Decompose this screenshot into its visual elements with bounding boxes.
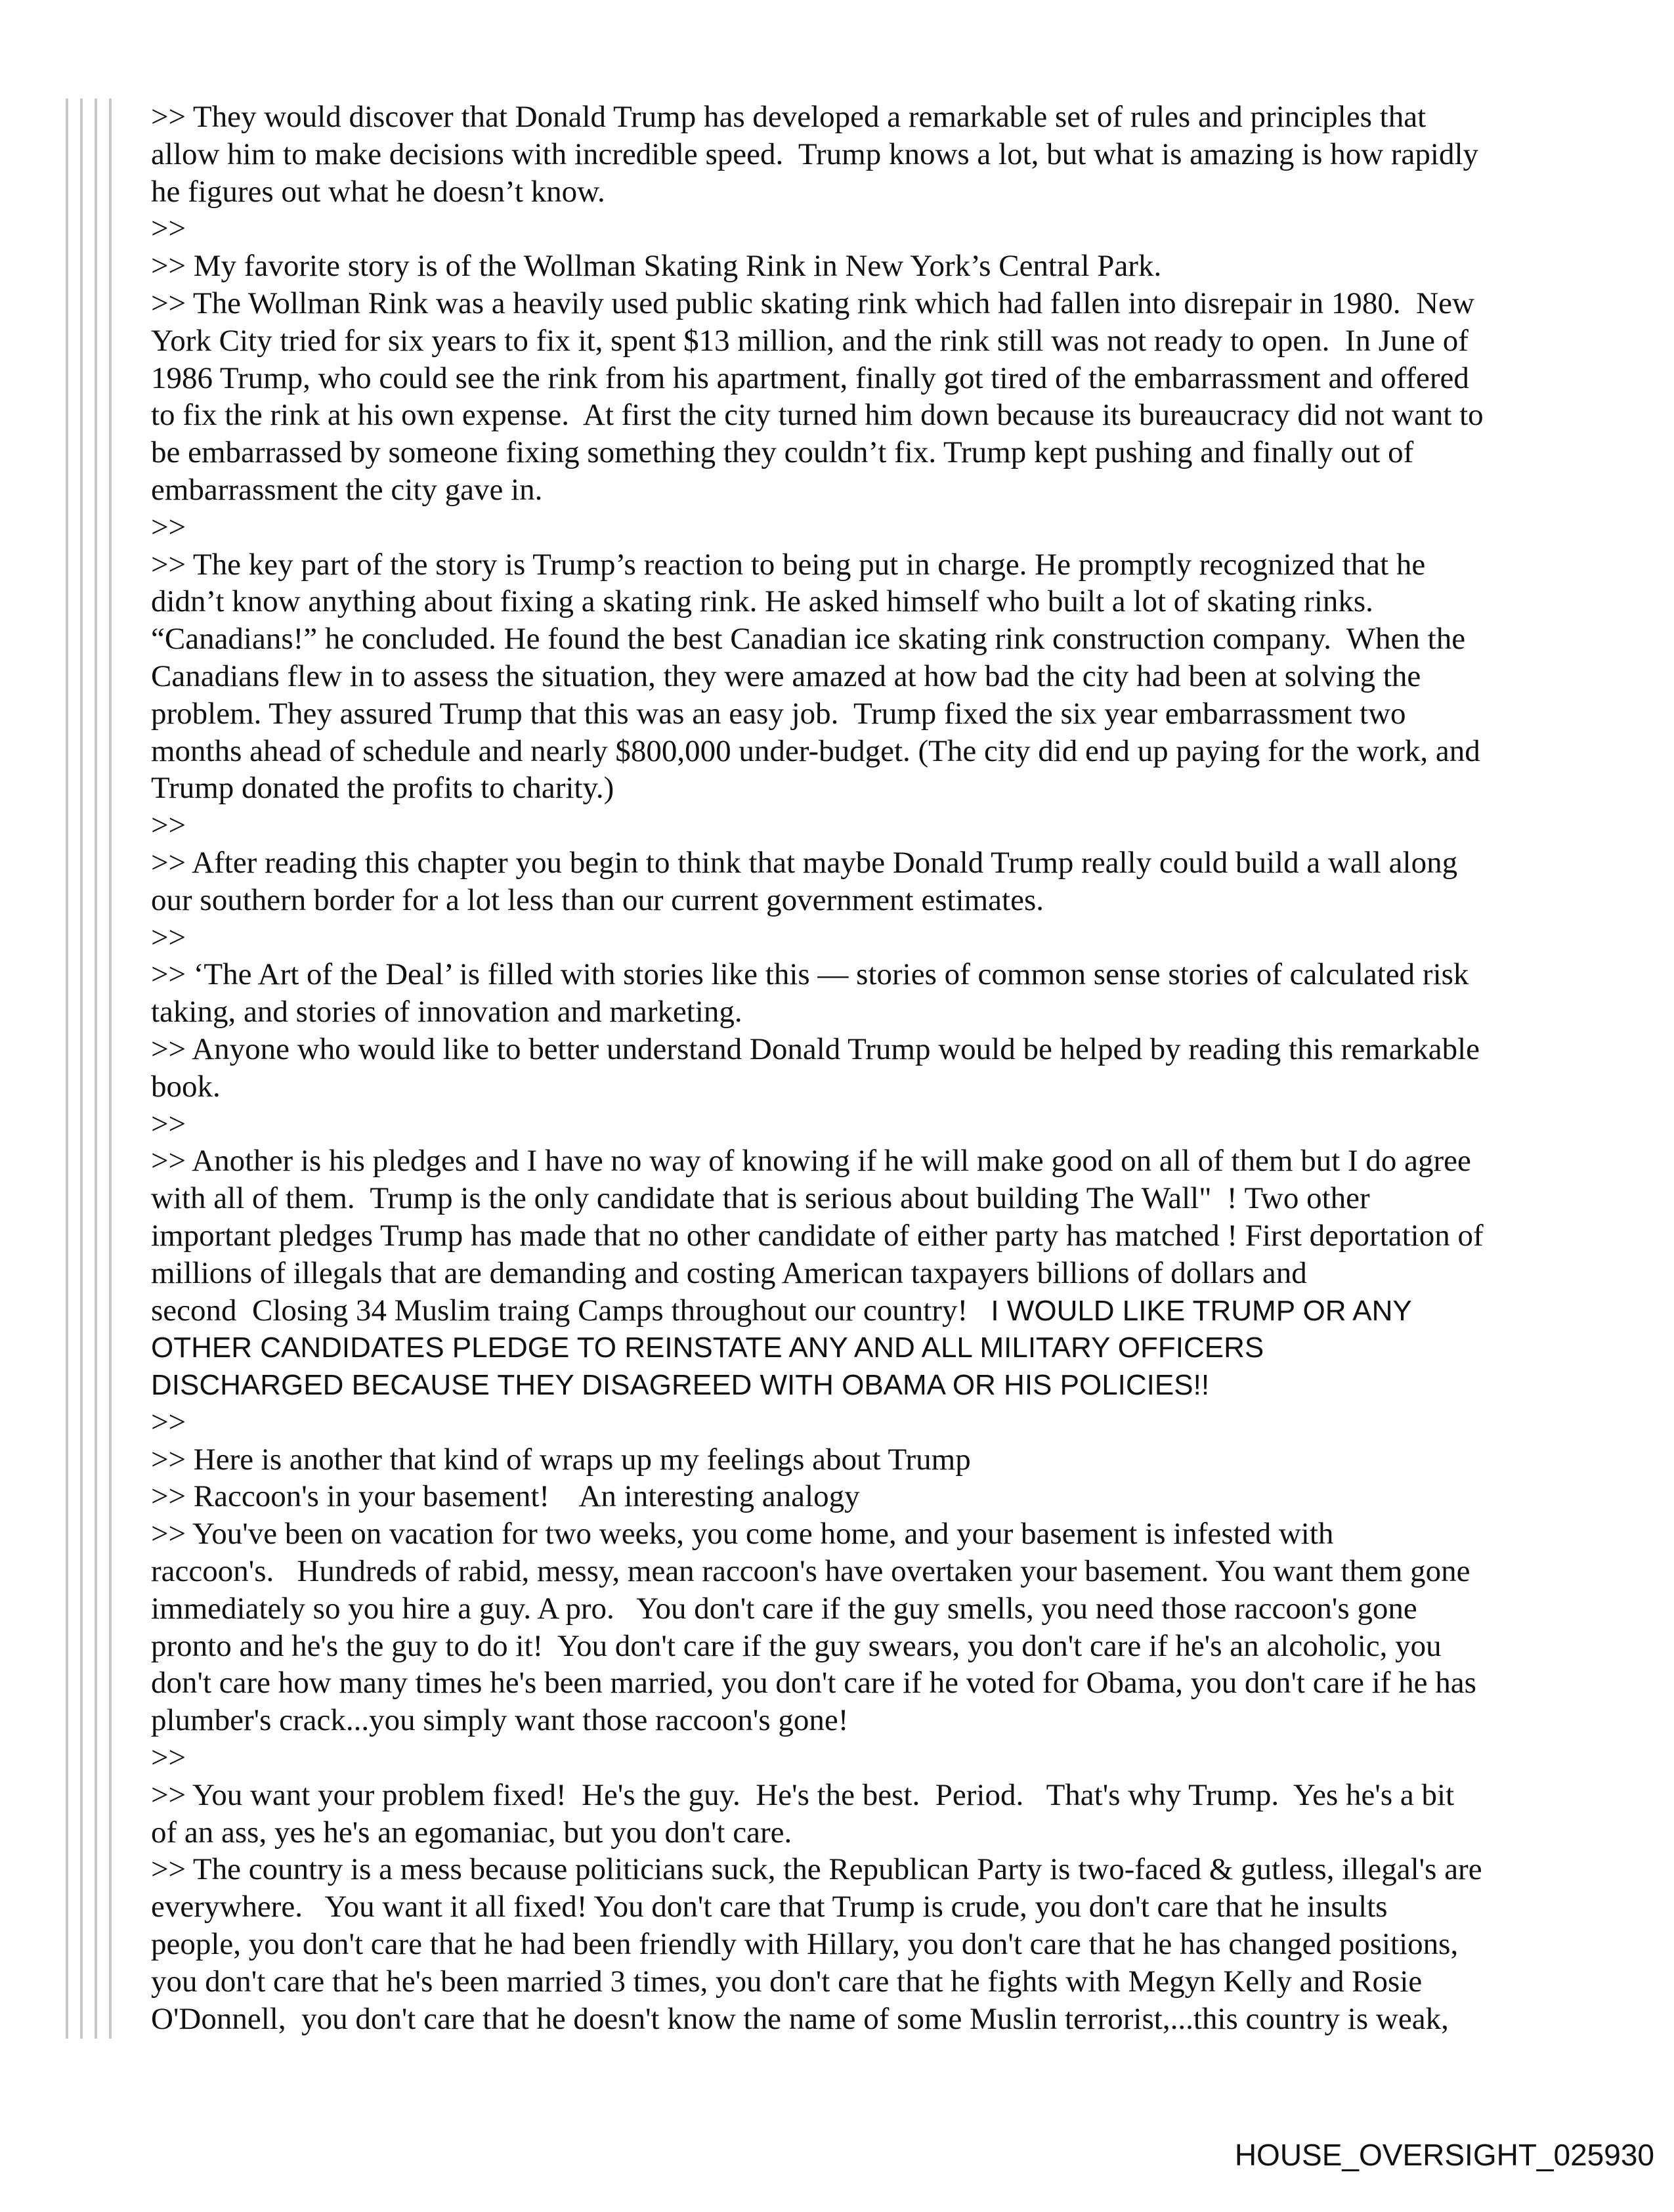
text-line xyxy=(151,210,1661,248)
text-line xyxy=(151,1106,1661,1143)
quote-level-bar xyxy=(95,98,97,2039)
text-segment: >> You want your problem fixed! He's the guy. He's the best. Period. That's why Trump. Yes he's a bit xyxy=(151,1777,1455,1812)
text-line xyxy=(151,1851,1661,1888)
text-segment: millions of illegals that are demanding and costing American taxpayers billions of dollars and xyxy=(151,1255,1307,1290)
text-line xyxy=(151,2001,1661,2038)
text-line xyxy=(151,434,1661,471)
text-line xyxy=(151,1441,1661,1479)
text-segment-caps: I WOULD LIKE TRUMP OR ANY xyxy=(991,1294,1412,1327)
text-segment: you don't care that he's been married 3 times, you don't care that he fights with Megyn Kelly and Rosie xyxy=(151,1964,1423,1999)
text-segment: people, you don't care that he had been friendly with Hillary, you don't care that he has changed positions, xyxy=(151,1927,1459,1962)
text-segment: >> Anyone who would like to better understand Donald Trump would be helped by reading this remarkable xyxy=(151,1031,1480,1066)
text-line xyxy=(151,770,1661,807)
text-segment: book. xyxy=(151,1069,221,1104)
text-line xyxy=(151,1963,1661,2001)
text-line xyxy=(151,509,1661,546)
text-segment: >> xyxy=(151,1741,186,1775)
text-segment: York City tried for six years to fix it, spent $13 million, and the rink still was not ready to open. In June of xyxy=(151,323,1469,358)
text-segment: with all of them. Trump is the only candidate that is serious about building The Wall" ! Two other xyxy=(151,1181,1370,1216)
quote-level-bar xyxy=(109,98,112,2039)
text-line xyxy=(151,397,1661,434)
text-line xyxy=(151,1888,1661,1926)
text-segment: >> xyxy=(151,1106,186,1141)
text-segment: Canadians flew in to assess the situation, they were amazed at how bad the city had been at solving the xyxy=(151,659,1421,693)
text-segment: 1986 Trump, who could see the rink from his apartment, finally got tired of the embarrassment and offered xyxy=(151,360,1469,395)
text-segment: embarrassment the city gave in. xyxy=(151,472,543,507)
text-line xyxy=(151,1814,1661,1852)
text-segment: >> Another is his pledges and I have no way of knowing if he will make good on all of them but I do agree xyxy=(151,1144,1471,1179)
text-line xyxy=(151,1702,1661,1739)
bates-stamp: HOUSE_OVERSIGHT_025930 xyxy=(1234,2138,1654,2172)
text-segment: didn’t know anything about fixing a skating rink. He asked himself who built a lot of skating rinks. xyxy=(151,584,1373,619)
text-segment: second Closing 34 Muslim traing Camps throughout our country! xyxy=(151,1293,991,1328)
text-line xyxy=(151,360,1661,397)
text-line xyxy=(151,1217,1661,1255)
text-line xyxy=(151,1366,1661,1404)
text-line xyxy=(151,546,1661,584)
text-segment: >> xyxy=(151,1404,186,1439)
text-segment: immediately so you hire a guy. A pro. You don't care if the guy smells, you need those raccoon's gone xyxy=(151,1591,1417,1626)
text-segment: important pledges Trump has made that no other candidate of either party has matched ! First deportation of xyxy=(151,1218,1484,1253)
text-segment: >> You've been on vacation for two weeks, you come home, and your basement is infested with xyxy=(151,1517,1334,1551)
text-line xyxy=(151,658,1661,695)
text-segment: >> Raccoon's in your basement! An interesting analogy xyxy=(151,1479,860,1514)
text-segment: allow him to make decisions with incredible speed. Trump knows a lot, but what is amazing is how rapidly xyxy=(151,137,1479,171)
text-segment: >> xyxy=(151,510,186,544)
text-line xyxy=(151,1031,1661,1068)
quote-level-bar xyxy=(66,98,68,2039)
text-segment: >> The Wollman Rink was a heavily used public skating rink which had fallen into disrepair in 1980. New xyxy=(151,286,1474,320)
text-line xyxy=(151,1329,1661,1366)
text-line xyxy=(151,1553,1661,1590)
text-line xyxy=(151,807,1661,844)
text-line xyxy=(151,98,1661,136)
text-line xyxy=(151,993,1661,1031)
text-line xyxy=(151,956,1661,993)
text-line xyxy=(151,1628,1661,1665)
text-line xyxy=(151,1777,1661,1814)
text-segment: plumber's crack...you simply want those raccoon's gone! xyxy=(151,1703,849,1738)
text-segment: >> The country is a mess because politicians suck, the Republican Party is two-faced & gutless, illegal's are xyxy=(151,1852,1482,1887)
text-segment: everywhere. You want it all fixed! You don't care that Trump is crude, you don't care that he insults xyxy=(151,1890,1388,1924)
text-line xyxy=(151,1664,1661,1702)
text-segment-caps: OTHER CANDIDATES PLEDGE TO REINSTATE ANY AND ALL MILITARY OFFICERS xyxy=(151,1332,1264,1364)
text-line xyxy=(151,844,1661,882)
text-segment: >> After reading this chapter you begin to think that maybe Donald Trump really could build a wall along xyxy=(151,845,1458,880)
text-segment: O'Donnell, you don't care that he doesn't know the name of some Muslin terrorist,...this country is weak, xyxy=(151,2001,1449,2036)
text-line xyxy=(151,1926,1661,1963)
text-line xyxy=(151,1180,1661,1217)
text-segment: >> xyxy=(151,920,186,955)
text-segment: be embarrassed by someone fixing something they couldn’t fix. Trump kept pushing and finally out of xyxy=(151,435,1414,470)
text-line xyxy=(151,695,1661,733)
text-line xyxy=(151,285,1661,322)
text-segment: “Canadians!” he concluded. He found the best Canadian ice skating rink construction company. When the xyxy=(151,622,1466,657)
text-line xyxy=(151,882,1661,919)
text-segment: our southern border for a lot less than our current government estimates. xyxy=(151,882,1044,917)
text-line xyxy=(151,248,1661,285)
text-segment: >> ‘The Art of the Deal’ is filled with stories like this — stories of common sense stories of calculated risk xyxy=(151,957,1469,992)
email-body xyxy=(151,98,1661,2037)
quote-level-bar xyxy=(80,98,83,2039)
text-line xyxy=(151,620,1661,658)
text-segment: raccoon's. Hundreds of rabid, messy, mean raccoon's have overtaken your basement. You want them gone xyxy=(151,1554,1470,1589)
text-segment: >> xyxy=(151,211,186,246)
text-segment: he figures out what he doesn’t know. xyxy=(151,174,605,209)
text-line xyxy=(151,1478,1661,1515)
text-segment: months ahead of schedule and nearly $800,000 under-budget. (The city did end up paying for the work, and xyxy=(151,733,1480,768)
text-segment: pronto and he's the guy to do it! You don't care if the guy swears, you don't care if he's an alcoholic, you xyxy=(151,1628,1442,1663)
text-line xyxy=(151,1590,1661,1628)
text-line xyxy=(151,1142,1661,1180)
text-segment: >> My favorite story is of the Wollman Skating Rink in New York’s Central Park. xyxy=(151,249,1162,284)
text-line xyxy=(151,322,1661,360)
text-segment: of an ass, yes he's an egomaniac, but you don't care. xyxy=(151,1815,792,1850)
text-line xyxy=(151,1404,1661,1441)
text-segment: problem. They assured Trump that this was an easy job. Trump fixed the six year embarrassment two xyxy=(151,696,1406,731)
text-segment: >> xyxy=(151,808,186,843)
text-line xyxy=(151,471,1661,509)
text-segment: Trump donated the profits to charity.) xyxy=(151,771,614,806)
text-line xyxy=(151,1255,1661,1292)
text-segment: >> The key part of the story is Trump’s reaction to being put in charge. He promptly recognized that he xyxy=(151,547,1426,582)
text-segment: to fix the rink at his own expense. At first the city turned him down because its bureaucracy did not want to xyxy=(151,398,1484,433)
text-line xyxy=(151,1515,1661,1553)
text-segment: don't care how many times he's been married, you don't care if he voted for Obama, you don't care if he has xyxy=(151,1666,1476,1701)
text-line xyxy=(151,1292,1661,1330)
text-line xyxy=(151,136,1661,173)
text-line xyxy=(151,583,1661,620)
text-segment-caps: DISCHARGED BECAUSE THEY DISAGREED WITH OBAMA OR HIS POLICIES!! xyxy=(151,1369,1210,1402)
text-line xyxy=(151,1739,1661,1777)
text-line xyxy=(151,919,1661,957)
text-segment: taking, and stories of innovation and marketing. xyxy=(151,995,742,1030)
text-line xyxy=(151,173,1661,211)
text-segment: >> Here is another that kind of wraps up my feelings about Trump xyxy=(151,1442,971,1477)
text-segment: >> They would discover that Donald Trump has developed a remarkable set of rules and principles that xyxy=(151,100,1427,134)
text-line xyxy=(151,1068,1661,1106)
text-line xyxy=(151,733,1661,770)
